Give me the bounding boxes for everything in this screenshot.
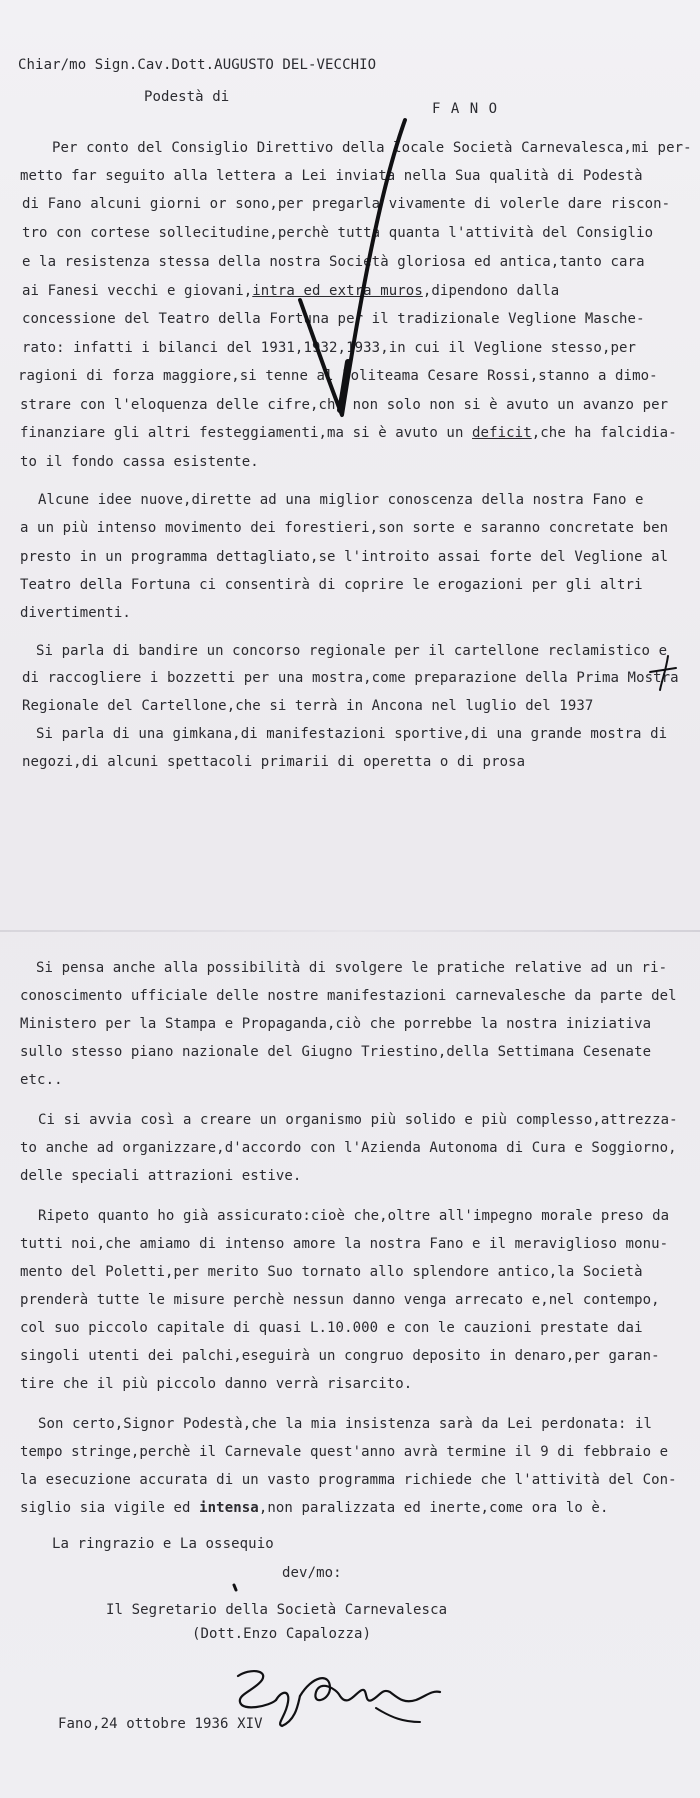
p3-line-2: di raccogliere i bozzetti per una mostra,come preparazione della Prima Mostra xyxy=(22,670,679,686)
p3-line-1: Si parla di bandire un concorso regionale per il cartellone reclamistico e xyxy=(36,643,668,659)
p1-line-6-b: ,dipendono dalla xyxy=(422,283,560,299)
signer-title: Il Segretario della Società Carnevalesca xyxy=(106,1602,448,1618)
p1-line-8: rato: infatti i bilanci del 1931,1932,1933,in cui il Veglione stesso,per xyxy=(22,340,637,356)
p8-line-3: la esecuzione accurata di un vasto programma richiede che l'attività del Con- xyxy=(20,1472,677,1488)
p7-line-7: tire che il più piccolo danno verrà risarcito. xyxy=(20,1376,413,1392)
p7-line-5: col suo piccolo capitale di quasi L.10.000 e con le cauzioni prestate dai xyxy=(20,1320,643,1336)
p5-line-3: Ministero per la Stampa e Propaganda,ciò che porrebbe la nostra iniziativa xyxy=(20,1016,652,1032)
p8-line-4-a: siglio sia vigile ed xyxy=(20,1500,191,1516)
p1-line-3: di Fano alcuni giorni or sono,per pregarla vivamente di volerle dare riscon- xyxy=(22,196,671,212)
deficit-word: deficit xyxy=(472,425,532,441)
p4-line-2: negozi,di alcuni spettacoli primarii di operetta o di prosa xyxy=(22,754,526,770)
p1-line-9: ragioni di forza maggiore,si tenne al Politeama Cesare Rossi,stanno a dimo- xyxy=(18,368,658,384)
p1-line-11-a: finanziare gli altri festeggiamenti,ma si è avuto un xyxy=(20,425,464,441)
p7-line-1: Ripeto quanto ho già assicurato:cioè che,oltre all'impegno morale preso da xyxy=(38,1208,670,1224)
p7-line-6: singoli utenti dei palchi,eseguirà un congruo deposito in denaro,per garan- xyxy=(20,1348,660,1364)
p6-line-1: Ci si avvia così a creare un organismo più solido e più complesso,attrezza- xyxy=(38,1112,678,1128)
p7-line-2: tutti noi,che amiamo di intenso amore la nostra Fano e il meraviglioso monu- xyxy=(20,1236,669,1252)
p5-line-5: etc.. xyxy=(20,1072,63,1088)
p3-line-3: Regionale del Cartellone,che si terrà in Ancona nel luglio del 1937 xyxy=(22,698,594,714)
p1-line-1: Per conto del Consiglio Direttivo della locale Società Carnevalesca,mi per- xyxy=(52,140,692,156)
addressee: Chiar/mo Sign.Cav.Dott.AUGUSTO DEL-VECCHIO xyxy=(18,57,377,73)
p1-line-2: metto far seguito alla lettera a Lei inviata nella Sua qualità di Podestà xyxy=(20,168,643,184)
closing: La ringrazio e La ossequio xyxy=(52,1536,274,1552)
p1-line-5: e la resistenza stessa della nostra Società gloriosa ed antica,tanto cara xyxy=(22,254,645,270)
p7-line-4: prenderà tutte le misure perchè nessun danno venga arrecato e,nel contempo, xyxy=(20,1292,660,1308)
place-date: Fano,24 ottobre 1936 XIV xyxy=(58,1716,263,1732)
p2-line-1: Alcune idee nuove,dirette ad una miglior conoscenza della nostra Fano e xyxy=(38,492,644,508)
p1-line-10: strare con l'eloquenza delle cifre,che non solo non si è avuto un avanzo per xyxy=(20,397,669,413)
p5-line-1: Si pensa anche alla possibilità di svolgere le pratiche relative ad un ri- xyxy=(36,960,668,976)
p2-line-2: a un più intenso movimento dei forestieri,son sorte e saranno concretate ben xyxy=(20,520,669,536)
p8-line-4-b: ,non paralizzata ed inerte,come ora lo è. xyxy=(258,1500,609,1516)
dev-mo: dev/mo: xyxy=(282,1565,342,1581)
p7-line-3: mento del Poletti,per merito Suo tornato allo splendore antico,la Società xyxy=(20,1264,643,1280)
signer-name: (Dott.Enzo Capalozza) xyxy=(192,1626,372,1642)
p1-line-11-b: ,che ha falcidia- xyxy=(531,425,677,441)
p2-line-4: Teatro della Fortuna ci consentirà di coprire le erogazioni per gli altri xyxy=(20,577,643,593)
role: Podestà di xyxy=(144,89,230,105)
p1-line-6-a: ai Fanesi vecchi e giovani, xyxy=(22,283,253,299)
p2-line-3: presto in un programma dettagliato,se l'introito assai forte del Veglione al xyxy=(20,549,669,565)
p8-line-1: Son certo,Signor Podestà,che la mia insistenza sarà da Lei perdonata: il xyxy=(38,1416,653,1432)
p1-line-7: concessione del Teatro della Fortuna per il tradizionale Veglione Masche- xyxy=(22,311,645,327)
p6-line-3: delle speciali attrazioni estive. xyxy=(20,1168,302,1184)
p1-line-4: tro con cortese sollecitudine,perchè tutta quanta l'attività del Consiglio xyxy=(22,225,654,241)
p5-line-4: sullo stesso piano nazionale del Giugno Triestino,della Settimana Cesenate xyxy=(20,1044,652,1060)
intensa-word: intensa xyxy=(199,1500,259,1516)
p8-line-2: tempo stringe,perchè il Carnevale quest'anno avrà termine il 9 di febbraio e xyxy=(20,1444,669,1460)
p4-line-1: Si parla di una gimkana,di manifestazioni sportive,di una grande mostra di xyxy=(36,726,668,742)
p6-line-2: to anche ad organizzare,d'accordo con l'Azienda Autonoma di Cura e Soggiorno, xyxy=(20,1140,677,1156)
p1-line-12: to il fondo cassa esistente. xyxy=(20,454,259,470)
p2-line-5: divertimenti. xyxy=(20,605,131,621)
p5-line-2: conoscimento ufficiale delle nostre manifestazioni carnevalesche da parte del xyxy=(20,988,677,1004)
city: F A N O xyxy=(432,101,499,117)
latin-phrase: intra ed extra muros xyxy=(252,283,423,299)
